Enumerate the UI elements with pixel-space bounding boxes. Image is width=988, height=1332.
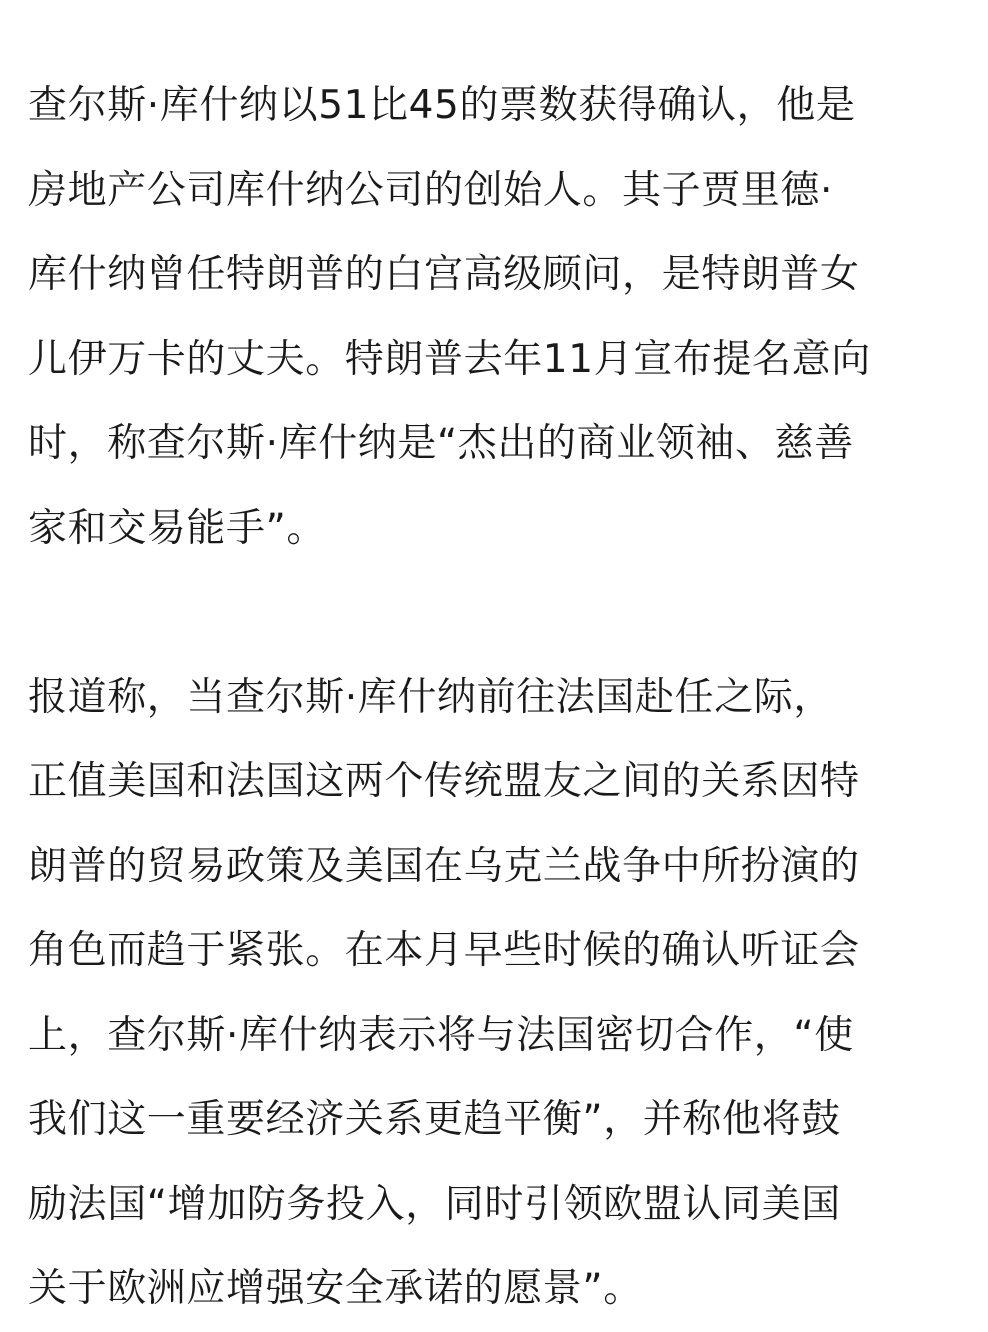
text-line: 报道称，当查尔斯·库什纳前往法国赴任之际， — [28, 674, 833, 720]
text-line: 励法国“增加防务投入，同时引领欧盟认同美国 — [28, 1181, 841, 1227]
paragraph-1 — [28, 64, 970, 571]
paragraph-spacer — [28, 571, 970, 656]
text-line: 朗普的贸易政策及美国在乌克兰战争中所扮演的 — [28, 843, 860, 889]
text-line: 时，称查尔斯·库什纳是“杰出的商业领袖、慈善 — [28, 421, 854, 466]
article-body — [28, 64, 970, 1332]
text-line: 我们这一重要经济关系更趋平衡”，并称他将鼓 — [28, 1097, 841, 1142]
text-line: 查尔斯·库什纳以51比45的票数获得确认，他是 — [28, 83, 856, 128]
paragraph-2 — [28, 656, 970, 1332]
text-line: 关于欧洲应增强安全承诺的愿景”。 — [28, 1266, 643, 1311]
text-line: 库什纳曾任特朗普的白宫高级顾问，是特朗普女 — [28, 252, 860, 297]
text-line: 上，查尔斯·库什纳表示将与法国密切合作，“使 — [28, 1012, 854, 1058]
text-line: 房地产公司库什纳公司的创始人。其子贾里德· — [28, 167, 833, 213]
text-line: 角色而趋于紧张。在本月早些时候的确认听证会 — [28, 928, 860, 973]
text-line: 儿伊万卡的丈夫。特朗普去年11月宣布提名意向 — [28, 336, 871, 382]
text-line: 正值美国和法国这两个传统盟友之间的关系因特 — [28, 759, 860, 804]
text-line: 家和交易能手”。 — [28, 505, 327, 551]
